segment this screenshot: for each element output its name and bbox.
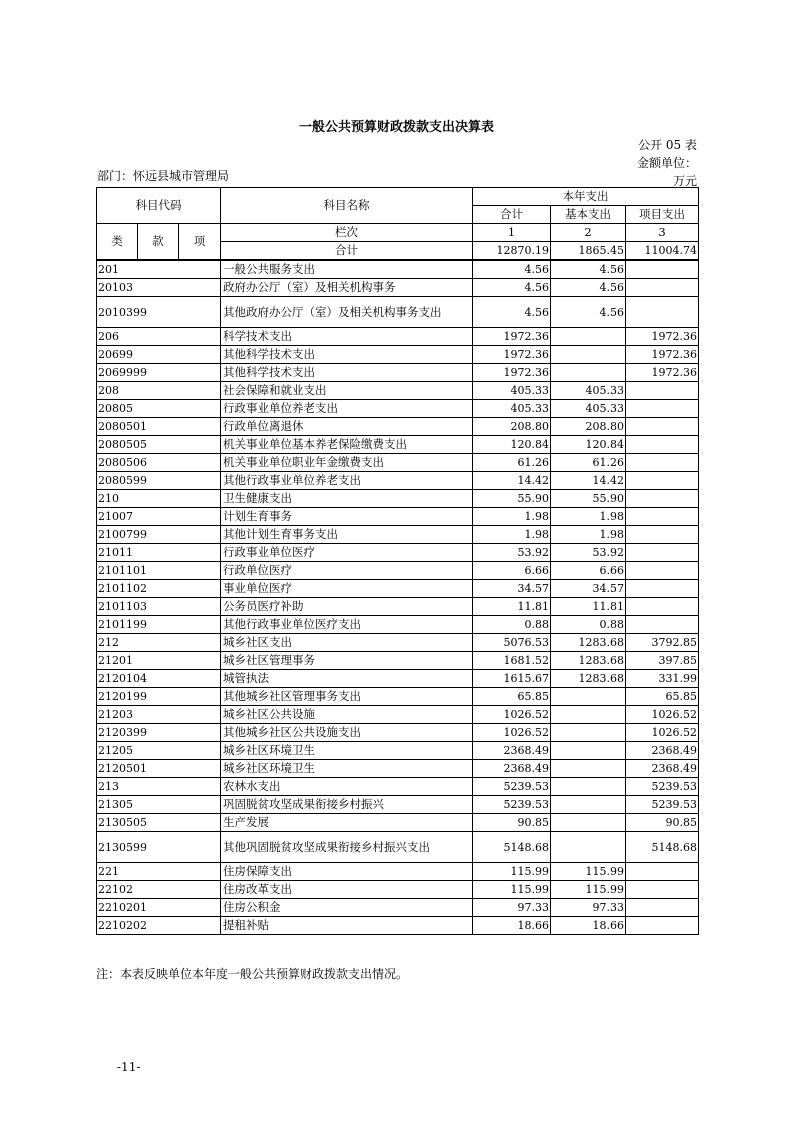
row-project (626, 400, 699, 418)
row-name: 机关事业单位基本养老保险缴费支出 (221, 436, 473, 454)
row-total: 405.33 (473, 382, 551, 400)
table-row (97, 863, 699, 881)
row-project (626, 616, 699, 634)
row-basic (551, 328, 626, 346)
row-project (626, 526, 699, 544)
row-total: 4.56 (473, 260, 551, 279)
row-project: 1972.36 (626, 364, 699, 382)
row-project: 65.85 (626, 688, 699, 706)
row-total: 55.90 (473, 490, 551, 508)
table-row (97, 742, 699, 760)
table-row (97, 418, 699, 436)
row-project: 5148.68 (626, 832, 699, 863)
row-basic: 11.81 (551, 598, 626, 616)
table-row (97, 364, 699, 382)
row-project: 1026.52 (626, 706, 699, 724)
row-total: 5148.68 (473, 832, 551, 863)
row-code: 2080501 (97, 418, 221, 436)
row-name: 城乡社区管理事务 (221, 652, 473, 670)
row-project (626, 544, 699, 562)
row-code: 2210202 (97, 917, 221, 935)
row-project (626, 508, 699, 526)
row-project (626, 881, 699, 899)
row-basic: 1.98 (551, 508, 626, 526)
row-name: 城乡社区环境卫生 (221, 742, 473, 760)
row-total: 65.85 (473, 688, 551, 706)
table-row (97, 382, 699, 400)
unit-label: 金额单位： (636, 156, 697, 170)
row-code: 212 (97, 634, 221, 652)
row-code: 21205 (97, 742, 221, 760)
table-row (97, 346, 699, 364)
row-basic: 4.56 (551, 297, 626, 328)
row-name: 其他计划生育事务支出 (221, 526, 473, 544)
row-name: 其他巩固脱贫攻坚成果衔接乡村振兴支出 (221, 832, 473, 863)
unit-value: 万元 (672, 174, 697, 188)
header-lei: 类 (97, 224, 138, 261)
row-basic: 208.80 (551, 418, 626, 436)
row-total: 0.88 (473, 616, 551, 634)
table-row (97, 260, 699, 279)
row-name: 其他行政事业单位医疗支出 (221, 616, 473, 634)
table-row (97, 328, 699, 346)
row-project: 5239.53 (626, 778, 699, 796)
sum-total: 12870.19 (473, 242, 551, 261)
row-total: 1681.52 (473, 652, 551, 670)
row-name: 事业单位医疗 (221, 580, 473, 598)
row-total: 5239.53 (473, 796, 551, 814)
row-code: 2120501 (97, 760, 221, 778)
row-total: 1026.52 (473, 706, 551, 724)
row-code: 20805 (97, 400, 221, 418)
row-code: 221 (97, 863, 221, 881)
row-code: 21203 (97, 706, 221, 724)
row-name: 其他科学技术支出 (221, 346, 473, 364)
row-basic (551, 796, 626, 814)
row-code: 2130599 (97, 832, 221, 863)
sum-label: 合计 (221, 242, 473, 261)
row-code: 2069999 (97, 364, 221, 382)
row-code: 2120399 (97, 724, 221, 742)
row-basic: 18.66 (551, 917, 626, 935)
row-project (626, 580, 699, 598)
table-row (97, 436, 699, 454)
row-basic: 120.84 (551, 436, 626, 454)
row-project (626, 279, 699, 297)
table-row (97, 760, 699, 778)
row-project (626, 436, 699, 454)
table-row (97, 899, 699, 917)
row-name: 行政事业单位养老支出 (221, 400, 473, 418)
row-basic: 34.57 (551, 580, 626, 598)
row-basic: 1283.68 (551, 652, 626, 670)
row-total: 120.84 (473, 436, 551, 454)
page-number: -11- (117, 1060, 141, 1074)
row-total: 5076.53 (473, 634, 551, 652)
row-basic: 1.98 (551, 526, 626, 544)
row-basic: 14.42 (551, 472, 626, 490)
row-code: 2120199 (97, 688, 221, 706)
row-code: 201 (97, 260, 221, 279)
row-name: 行政单位医疗 (221, 562, 473, 580)
row-code: 21011 (97, 544, 221, 562)
row-name: 生产发展 (221, 814, 473, 832)
row-project: 331.99 (626, 670, 699, 688)
row-total: 18.66 (473, 917, 551, 935)
row-total: 208.80 (473, 418, 551, 436)
row-basic (551, 778, 626, 796)
row-code: 213 (97, 778, 221, 796)
table-row (97, 472, 699, 490)
row-project: 2368.49 (626, 742, 699, 760)
header-basic: 基本支出 (551, 206, 626, 224)
table-row (97, 616, 699, 634)
row-name: 住房公积金 (221, 899, 473, 917)
row-basic: 405.33 (551, 382, 626, 400)
table-row (97, 562, 699, 580)
row-total: 2368.49 (473, 760, 551, 778)
row-code: 210 (97, 490, 221, 508)
row-total: 1972.36 (473, 364, 551, 382)
row-total: 61.26 (473, 454, 551, 472)
row-project (626, 454, 699, 472)
department-label: 部门：怀远县城市管理局 (97, 169, 230, 183)
table-row (97, 544, 699, 562)
row-total: 1615.67 (473, 670, 551, 688)
row-total: 14.42 (473, 472, 551, 490)
table-row (97, 634, 699, 652)
row-basic: 55.90 (551, 490, 626, 508)
row-project (626, 490, 699, 508)
row-total: 4.56 (473, 297, 551, 328)
row-project (626, 562, 699, 580)
row-basic: 1283.68 (551, 634, 626, 652)
table-row (97, 580, 699, 598)
row-name: 行政单位离退休 (221, 418, 473, 436)
table-row (97, 652, 699, 670)
row-name: 住房保障支出 (221, 863, 473, 881)
row-basic: 6.66 (551, 562, 626, 580)
row-project: 3792.85 (626, 634, 699, 652)
row-basic: 4.56 (551, 260, 626, 279)
row-name: 其他城乡社区公共设施支出 (221, 724, 473, 742)
row-name: 其他行政事业单位养老支出 (221, 472, 473, 490)
table-row (97, 400, 699, 418)
row-total: 1972.36 (473, 346, 551, 364)
row-code: 20103 (97, 279, 221, 297)
row-total: 5239.53 (473, 778, 551, 796)
row-name: 城乡社区支出 (221, 634, 473, 652)
row-basic (551, 364, 626, 382)
row-name: 卫生健康支出 (221, 490, 473, 508)
row-total: 405.33 (473, 400, 551, 418)
row-project: 1026.52 (626, 724, 699, 742)
row-total: 97.33 (473, 899, 551, 917)
row-total: 4.56 (473, 279, 551, 297)
page-title: 一般公共预算财政拨款支出决算表 (298, 120, 494, 135)
row-code: 206 (97, 328, 221, 346)
row-basic (551, 814, 626, 832)
row-total: 11.81 (473, 598, 551, 616)
row-code: 2010399 (97, 297, 221, 328)
header-total: 合计 (473, 206, 551, 224)
row-project: 90.85 (626, 814, 699, 832)
table-row (97, 508, 699, 526)
row-basic (551, 346, 626, 364)
row-basic: 97.33 (551, 899, 626, 917)
row-project: 397.85 (626, 652, 699, 670)
row-total: 53.92 (473, 544, 551, 562)
header-lanci: 栏次 (221, 224, 473, 242)
row-name: 城管执法 (221, 670, 473, 688)
table-number: 公开 05 表 (638, 138, 697, 152)
row-code: 21305 (97, 796, 221, 814)
table-row (97, 670, 699, 688)
row-project (626, 382, 699, 400)
header-name: 科目名称 (221, 188, 473, 224)
row-basic: 405.33 (551, 400, 626, 418)
header-col1: 1 (473, 224, 551, 242)
row-code: 2101102 (97, 580, 221, 598)
table-row (97, 454, 699, 472)
row-name: 提租补贴 (221, 917, 473, 935)
row-name: 科学技术支出 (221, 328, 473, 346)
row-name: 其他政府办公厅（室）及相关机构事务支出 (221, 297, 473, 328)
row-code: 2080506 (97, 454, 221, 472)
header-col3: 3 (626, 224, 699, 242)
row-name: 一般公共服务支出 (221, 260, 473, 279)
row-total: 2368.49 (473, 742, 551, 760)
row-code: 2130505 (97, 814, 221, 832)
row-total: 1.98 (473, 526, 551, 544)
row-project (626, 863, 699, 881)
row-code: 208 (97, 382, 221, 400)
footnote: 注：本表反映单位本年度一般公共预算财政拨款支出情况。 (96, 967, 409, 981)
header-project: 项目支出 (626, 206, 699, 224)
table-row (97, 917, 699, 935)
row-total: 34.57 (473, 580, 551, 598)
row-total: 115.99 (473, 863, 551, 881)
row-name: 其他科学技术支出 (221, 364, 473, 382)
row-name: 行政事业单位医疗 (221, 544, 473, 562)
row-total: 1026.52 (473, 724, 551, 742)
row-project: 1972.36 (626, 328, 699, 346)
row-name: 公务员医疗补助 (221, 598, 473, 616)
row-name: 城乡社区环境卫生 (221, 760, 473, 778)
row-code: 2210201 (97, 899, 221, 917)
header-col2: 2 (551, 224, 626, 242)
row-code: 2100799 (97, 526, 221, 544)
table-row (97, 832, 699, 863)
row-basic: 115.99 (551, 881, 626, 899)
table-row (97, 778, 699, 796)
row-basic: 4.56 (551, 279, 626, 297)
sum-basic: 1865.45 (551, 242, 626, 261)
row-basic (551, 688, 626, 706)
row-project (626, 598, 699, 616)
row-code: 2080505 (97, 436, 221, 454)
row-basic: 53.92 (551, 544, 626, 562)
row-name: 社会保障和就业支出 (221, 382, 473, 400)
row-basic (551, 724, 626, 742)
table-row (97, 724, 699, 742)
row-project (626, 917, 699, 935)
sum-project: 11004.74 (626, 242, 699, 261)
row-project: 5239.53 (626, 796, 699, 814)
row-total: 1.98 (473, 508, 551, 526)
row-project (626, 418, 699, 436)
table-row (97, 814, 699, 832)
row-name: 住房改革支出 (221, 881, 473, 899)
row-name: 农林水支出 (221, 778, 473, 796)
row-code: 2120104 (97, 670, 221, 688)
row-project (626, 472, 699, 490)
table-row (97, 688, 699, 706)
row-project: 1972.36 (626, 346, 699, 364)
row-basic (551, 742, 626, 760)
row-project: 2368.49 (626, 760, 699, 778)
table-row (97, 796, 699, 814)
expenditure-table (96, 187, 699, 935)
row-name: 巩固脱贫攻坚成果衔接乡村振兴 (221, 796, 473, 814)
header-kuan: 款 (138, 224, 179, 261)
table-row (97, 706, 699, 724)
table-row (97, 526, 699, 544)
table-row (97, 598, 699, 616)
row-code: 2101199 (97, 616, 221, 634)
row-code: 20699 (97, 346, 221, 364)
row-project (626, 260, 699, 279)
row-basic (551, 832, 626, 863)
row-total: 115.99 (473, 881, 551, 899)
row-basic: 115.99 (551, 863, 626, 881)
row-basic (551, 760, 626, 778)
row-total: 6.66 (473, 562, 551, 580)
table-row (97, 297, 699, 328)
row-name: 计划生育事务 (221, 508, 473, 526)
table-row (97, 881, 699, 899)
header-code-group: 科目代码 (97, 188, 221, 224)
row-code: 21201 (97, 652, 221, 670)
row-total: 90.85 (473, 814, 551, 832)
table-row (97, 279, 699, 297)
row-basic (551, 706, 626, 724)
row-name: 其他城乡社区管理事务支出 (221, 688, 473, 706)
row-total: 1972.36 (473, 328, 551, 346)
row-code: 2080599 (97, 472, 221, 490)
row-basic: 1283.68 (551, 670, 626, 688)
row-code: 2101103 (97, 598, 221, 616)
row-name: 政府办公厅（室）及相关机构事务 (221, 279, 473, 297)
row-code: 2101101 (97, 562, 221, 580)
row-name: 城乡社区公共设施 (221, 706, 473, 724)
row-basic: 0.88 (551, 616, 626, 634)
row-code: 21007 (97, 508, 221, 526)
header-year-total: 本年支出 (473, 188, 699, 206)
row-project (626, 297, 699, 328)
row-name: 机关事业单位职业年金缴费支出 (221, 454, 473, 472)
row-code: 22102 (97, 881, 221, 899)
table-row (97, 490, 699, 508)
row-project (626, 899, 699, 917)
header-xiang: 项 (179, 224, 221, 261)
row-basic: 61.26 (551, 454, 626, 472)
